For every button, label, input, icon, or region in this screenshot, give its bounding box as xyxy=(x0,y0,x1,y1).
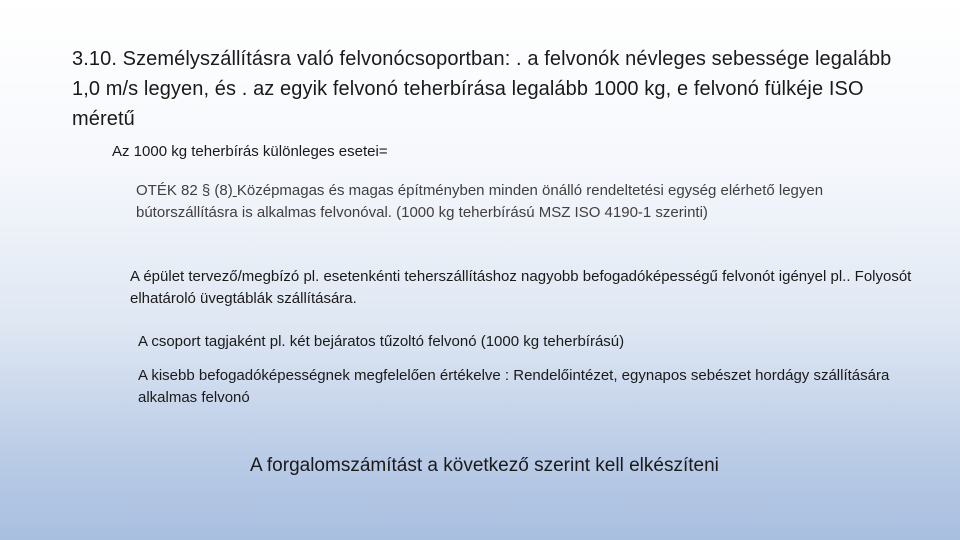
slide-heading: 3.10. Személyszállításra való felvonócsoportban: . a felvonók névleges sebessége legalább 1,0 m/s legyen, és . az egyik felvonó teherbírása legalább 1000 kg, e felvonó fülkéje ISO méretű xyxy=(72,48,892,130)
otek-text: Középmagas és magas építményben minden önálló rendeltetési egység elérhető legyen bútorszállításra is alkalmas felvonóval. (1000 kg teherbírású MSZ ISO 4190-1 szerinti) xyxy=(136,182,824,221)
building-case-paragraph: A épület tervező/megbízó pl. esetenkénti teherszállításhoz nagyobb befogadóképességű felvonót igényel pl.. Folyosót elhatároló üvegtáblák szállítására. xyxy=(130,268,912,307)
smaller-capacity-case-paragraph: A kisebb befogadóképességnek megfelelően értékelve : Rendelőintézet, egynapos sebészet hordágy szállítására alkalmas felvonó xyxy=(138,367,890,406)
special-cases-subheading: Az 1000 kg teherbírás különleges esetei= xyxy=(112,143,388,160)
otek-paragraph xyxy=(136,180,906,224)
group-case-paragraph: A csoport tagjaként pl. két bejáratos tűzoltó felvonó (1000 kg teherbírású) xyxy=(138,333,625,350)
conclusion-text: A forgalomszámítást a következő szerint kell elkészíteni xyxy=(250,455,719,476)
otek-reference: OTÉK 82 § (8) xyxy=(136,182,233,199)
